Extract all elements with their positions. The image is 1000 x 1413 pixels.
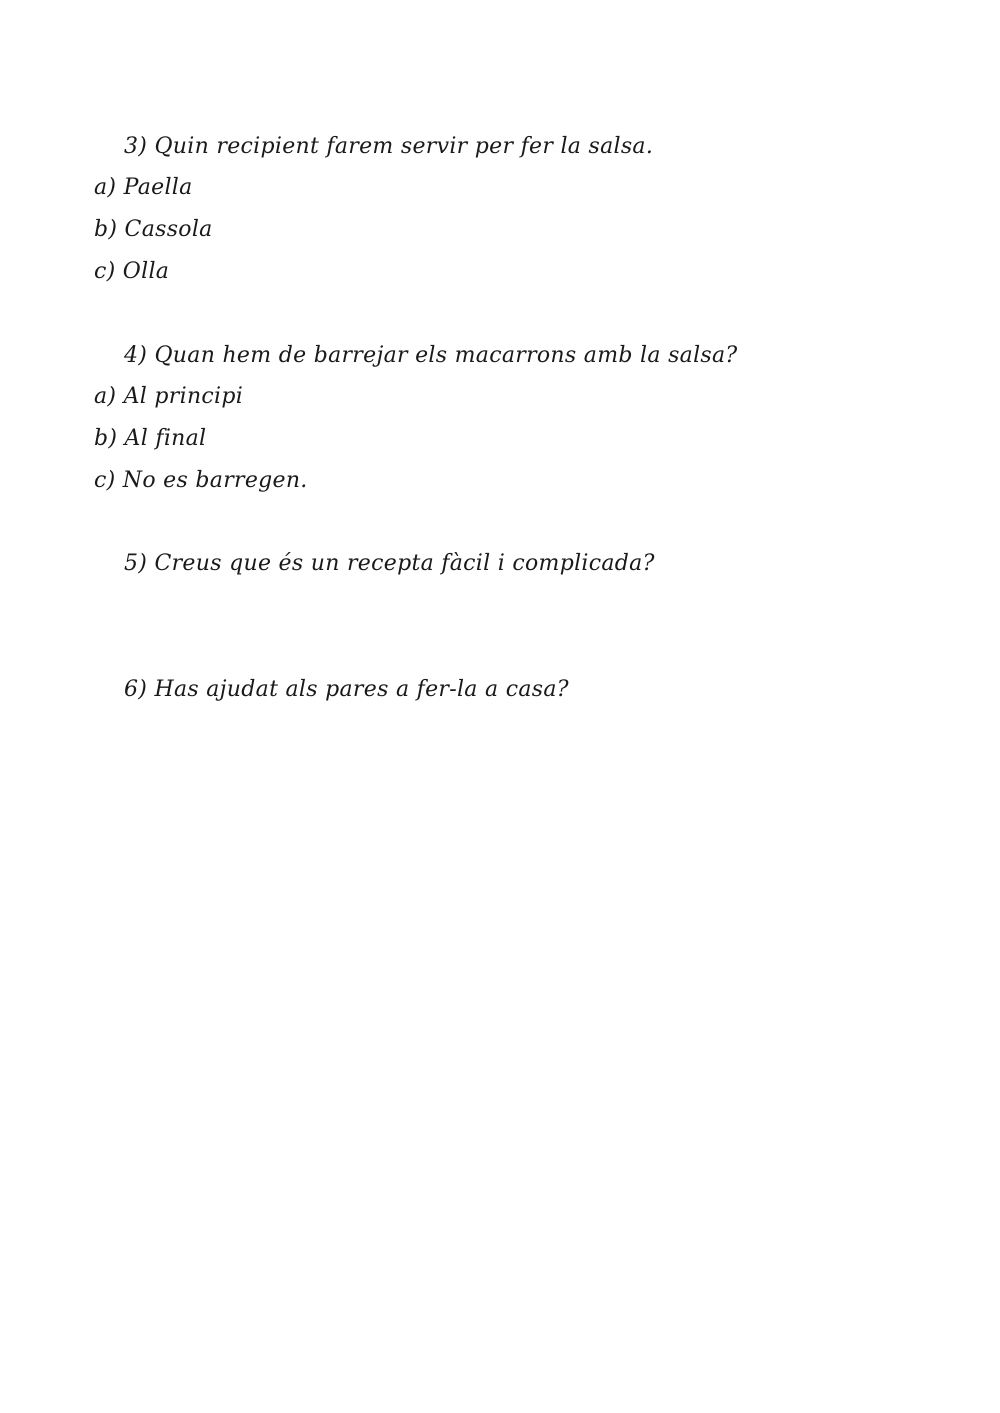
question-3-option-c: c) Olla: [94, 259, 170, 284]
question-3-option-a: a) Paella: [94, 175, 193, 200]
question-6: 6) Has ajudat als pares a fer-la a casa?: [124, 677, 569, 702]
question-4-option-b: b) Al final: [94, 426, 207, 451]
question-5: 5) Creus que és un recepta fàcil i complicada?: [124, 551, 655, 576]
question-4-option-a: a) Al principi: [94, 384, 244, 409]
question-4-option-c: c) No es barregen.: [94, 468, 308, 493]
question-3: 3) Quin recipient farem servir per fer la salsa.: [124, 134, 654, 159]
question-4: 4) Quan hem de barrejar els macarrons amb la salsa?: [124, 343, 738, 368]
question-3-option-b: b) Cassola: [94, 217, 213, 242]
